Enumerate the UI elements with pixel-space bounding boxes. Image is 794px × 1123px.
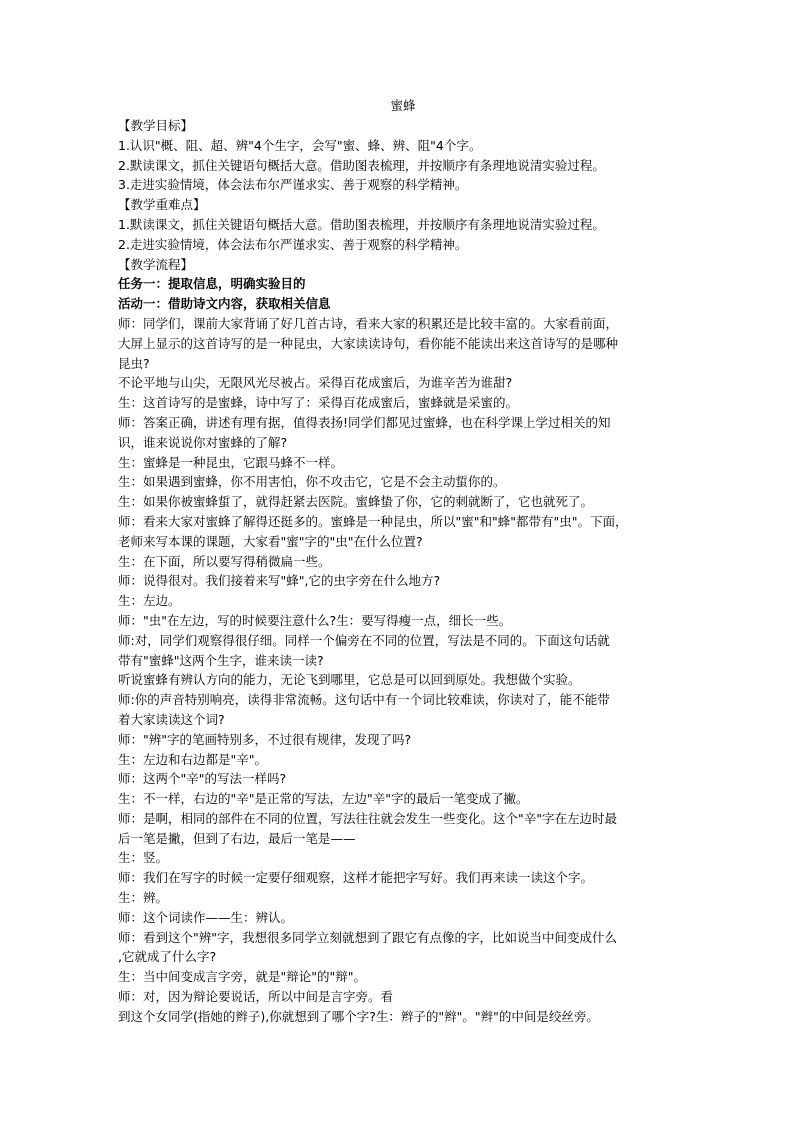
text-line: 生：左边和右边都是"辛"。 [118,751,267,767]
text-line: ,它就成了什么字? [118,949,217,965]
text-line: 师:你的声音特别响亮，读得非常流畅。这句话中有一个词比较难读，你读对了，能不能带 [118,692,610,708]
text-line: 师：是啊，相同的部件在不同的位置，写法往往就会发生一些变化。这个"辛"字在左边时最 [118,810,618,826]
text-line: 昆虫? [118,355,150,371]
text-line: 着大家读读这个词? [118,711,225,727]
text-line: 师：同学们，课前大家背诵了好几首古诗，看来大家的积累还是比较丰富的。大家看前面， [118,315,619,331]
text-line: 听说蜜蜂有辨认方向的能力，无论飞到哪里，它总是可以回到原处。我想做个实验。 [118,672,581,688]
text-line: 生：不一样，右边的"辛"是正常的写法，左边"辛"字的最后一笔变成了撇。 [118,791,529,807]
text-line: 生：如果遇到蜜蜂，你不用害怕，你不攻击它，它是不会主动蜇你的。 [118,474,506,490]
section-heading: 活动一：借助诗文内容，获取相关信息 [118,296,331,312]
text-line: 【教学流程】 [118,256,194,272]
text-line: 师：答案正确，讲述有理有据，值得表扬!同学们都见过蜜蜂，也在科学课上学过相关的知 [118,414,611,430]
text-line: 生：竖。 [118,850,169,866]
text-line: 识，谁来说说你对蜜蜂的了解? [118,434,288,450]
text-line: 生：当中间变成言字旁，就是"辩论"的"辩"。 [118,969,366,985]
text-line: 2.默读课文，抓住关键语句概括大意。借助图表梳理，并按顺序有条理地说清实验过程。 [118,157,605,173]
text-line: 生：左边。 [118,593,181,609]
document-page [118,96,688,1027]
text-line: 不论平地与山尖，无限风光尽被占。采得百花成蜜后，为谁辛苦为谁甜? [118,375,513,391]
text-line: 师：对，因为辩论要说话，所以中间是言字旁。看 [118,989,394,1005]
text-line: 到这个女同学(指她的辫子),你就想到了哪个字?生：辫子的"辫"。"辫"的中间是绞丝旁。 [118,1008,599,1024]
text-line: 生：在下面，所以要写得稍微扁一些。 [118,553,331,569]
text-line: 生：如果你被蜜蜂蜇了，就得赶紧去医院。蜜蜂蛰了你，它的刺就断了，它也就死了。 [118,494,594,510]
text-line: 师:对，同学们观察得很仔细。同样一个偏旁在不同的位置，写法是不同的。下面这句话就 [118,632,610,648]
text-line: 师："虫"在左边，写的时候要注意什么?生：要写得瘦一点，细长一些。 [118,612,512,628]
text-line: 【教学重难点】 [118,197,206,213]
section-heading: 任务一：提取信息，明确实验目的 [118,276,306,292]
text-line: 2.走进实验情境，体会法布尔严谨求实、善于观察的科学精神。 [118,236,468,252]
text-line: 老师来写本课的课题，大家看"蜜"字的"虫"在什么位置? [118,533,423,549]
text-line: 师：我们在写字的时候一定要仔细观察，这样才能把字写好。我们再来读一读这个字。 [118,870,594,886]
text-line: 师：看来大家对蜜蜂了解得还挺多的。蜜蜂是一种昆虫，所以"蜜"和"蜂"都带有"虫"。下面， [118,513,628,529]
text-line: 大屏上显示的这首诗写的是一种昆虫，大家读读诗句，看你能不能读出来这首诗写的是哪种 [118,335,619,351]
text-line: 【教学目标】 [118,118,194,133]
text-line: 师："辨"字的笔画特别多，不过很有规律，发现了吗? [118,731,412,747]
text-line: 带有"蜜蜂"这两个生字，谁来读一读? [118,652,324,668]
text-line: 师：说得很对。我们接着来写"蜂",它的虫字旁在什么地方? [118,573,441,589]
text-line: 生：辨。 [118,890,169,906]
document-title: 蜜蜂 [390,98,416,113]
text-line: 3.走进实验情境，体会法布尔严谨求实、善于观察的科学精神。 [118,177,468,193]
text-line: 1.默读课文，抓住关键语句概括大意。借助图表梳理，并按顺序有条理地说清实验过程。 [118,216,605,232]
text-line: 师：看到这个"辨"字，我想很多同学立刻就想到了跟它有点像的字，比如说当中间变成什么 [118,929,618,945]
text-line: 师：这个词读作——生：辨认。 [118,909,294,925]
text-line: 1.认识"概、阻、超、辨"4个生字，会写"蜜、蜂、辨、阻"4个字。 [118,137,482,153]
text-line: 生：蜜蜂是一种昆虫，它跟马蜂不一样。 [118,454,344,470]
text-line: 后一笔是撇，但到了右边，最后一笔是—— [118,830,356,846]
text-line: 师：这两个"辛"的写法一样吗? [118,771,287,787]
document-body [118,116,688,1027]
text-line: 生：这首诗写的是蜜蜂，诗中写了：采得百花成蜜后，蜜蜂就是采蜜的。 [118,395,519,411]
